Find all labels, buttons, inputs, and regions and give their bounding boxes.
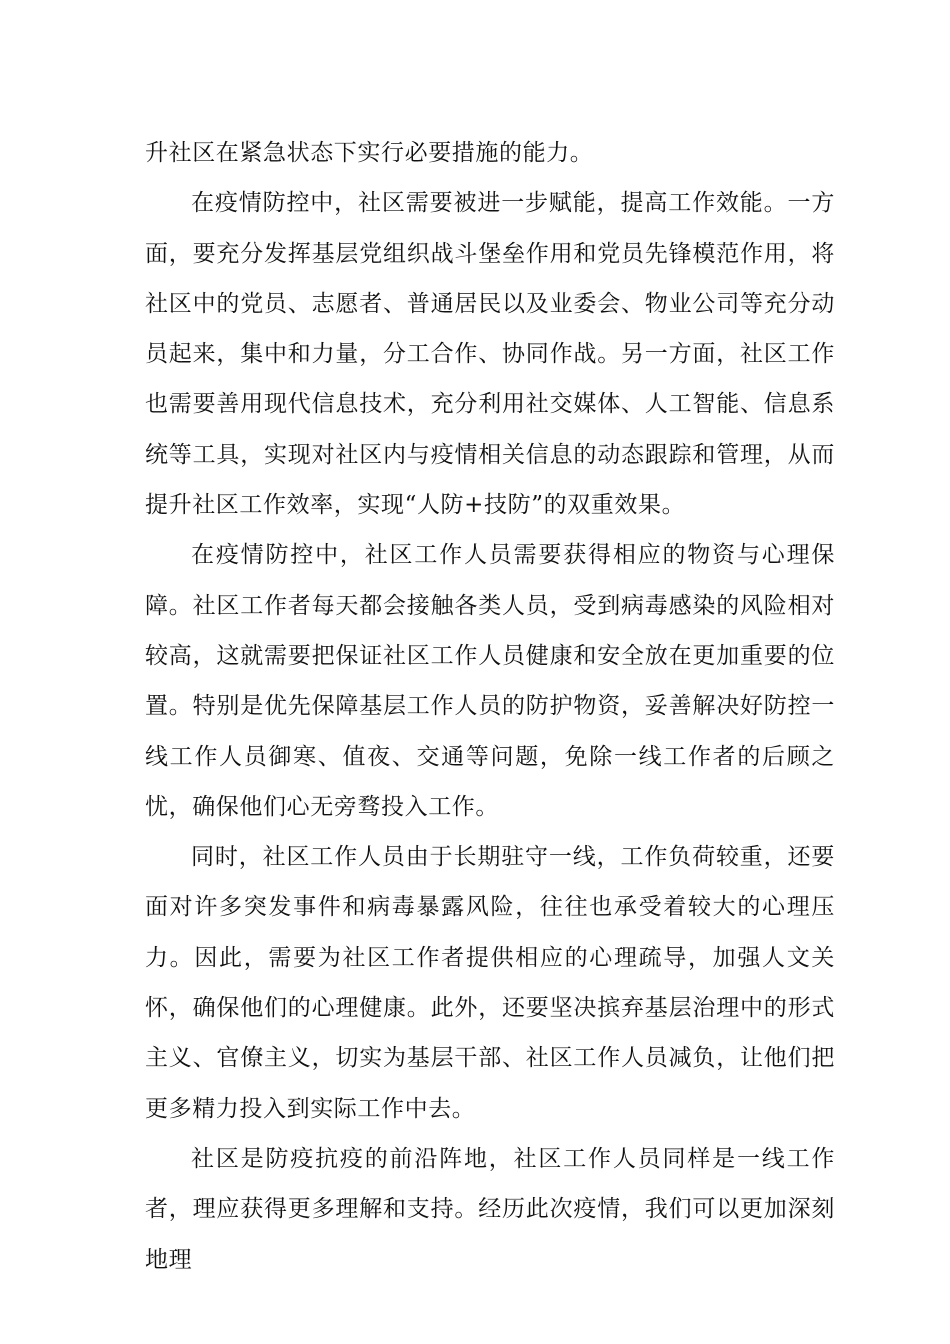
paragraph-2: 在疫情防控中，社区需要被进一步赋能，提高工作效能。一方面，要充分发挥基层党组织战斗堡垒作用和党员先锋模范作用，将社区中的党员、志愿者、普通居民以及业委会、物业公司等充分动员起来，集中和力量，分工合作、协同作战。另一方面，社区工作也需要善用现代信息技术，充分利用社交媒体、人工智能、信息系统等工具，实现对社区内与疫情相关信息的动态跟踪和管理，从而提升社区工作效率，实现“人防+技防”的双重效果。 — [145, 190, 835, 519]
document-body — [145, 128, 835, 1285]
paragraph-1: 升社区在紧急状态下实行必要措施的能力。 — [145, 140, 594, 166]
paragraph-5: 社区是防疫抗疫的前沿阵地，社区工作人员同样是一线工作者，理应获得更多理解和支持。经历此次疫情，我们可以更加深刻地理 — [145, 1145, 835, 1273]
paragraph-3: 在疫情防控中，社区工作人员需要获得相应的物资与心理保障。社区工作者每天都会接触各类人员，受到病毒感染的风险相对较高，这就需要把保证社区工作人员健康和安全放在更加重要的位置。特别是优先保障基层工作人员的防护物资，妥善解决好防控一线工作人员御寒、值夜、交通等问题，免除一线工作者的后顾之忧，确保他们心无旁骛投入工作。 — [145, 542, 835, 820]
paragraph-4: 同时，社区工作人员由于长期驻守一线，工作负荷较重，还要面对许多突发事件和病毒暴露风险，往往也承受着较大的心理压力。因此，需要为社区工作者提供相应的心理疏导，加强人文关怀，确保他们的心理健康。此外，还要坚决摈弃基层治理中的形式主义、官僚主义，切实为基层干部、社区工作人员减负，让他们把更多精力投入到实际工作中去。 — [145, 844, 835, 1122]
